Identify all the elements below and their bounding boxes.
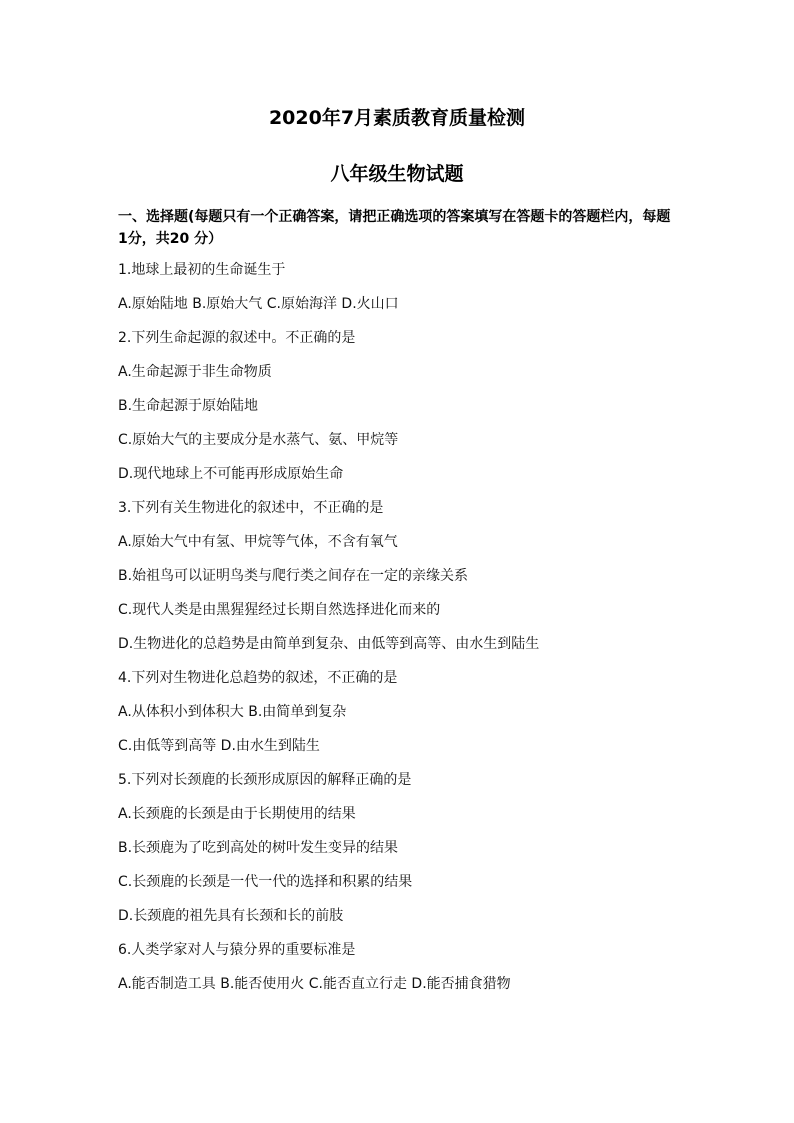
answer-option: A.长颈鹿的长颈是由于长期使用的结果 (118, 806, 356, 822)
answer-option: C.由低等到高等 D.由水生到陆生 (118, 738, 320, 754)
question-stem: 6.人类学家对人与猿分界的重要标准是 (118, 942, 356, 958)
answer-option: A.能否制造工具 B.能否使用火 C.能否直立行走 D.能否捕食猎物 (118, 976, 511, 992)
question-stem: 1.地球上最初的生命诞生于 (118, 262, 286, 278)
section-heading: 一、选择题(每题只有一个正确答案，请把正确选项的答案填写在答题卡的答题栏内，每题1分，共20 分） (118, 209, 671, 247)
answer-option: A.原始陆地 B.原始大气 C.原始海洋 D.火山口 (118, 296, 399, 312)
answer-option: D.生物进化的总趋势是由简单到复杂、由低等到高等、由水生到陆生 (118, 636, 540, 652)
answer-option: B.长颈鹿为了吃到高处的树叶发生变异的结果 (118, 840, 399, 856)
answer-option: C.现代人类是由黑猩猩经过长期自然选择进化而来的 (118, 602, 441, 618)
answer-option: C.长颈鹿的长颈是一代一代的选择和积累的结果 (118, 874, 413, 890)
question-stem: 4.下列对生物进化总趋势的叙述，不正确的是 (118, 670, 398, 686)
answer-option: A.生命起源于非生命物质 (118, 364, 272, 380)
question-stem: 3.下列有关生物进化的叙述中，不正确的是 (118, 500, 384, 516)
answer-option: A.原始大气中有氢、甲烷等气体，不含有氧气 (118, 534, 398, 550)
answer-option: B.始祖鸟可以证明鸟类与爬行类之间存在一定的亲缘关系 (118, 568, 469, 584)
answer-option: D.长颈鹿的祖先具有长颈和长的前肢 (118, 908, 344, 924)
answer-option: C.原始大气的主要成分是水蒸气、氨、甲烷等 (118, 432, 399, 448)
answer-option: A.从体积小到体积大 B.由简单到复杂 (118, 704, 347, 720)
answer-option: B.生命起源于原始陆地 (118, 398, 259, 414)
exam-subtitle: 八年级生物试题 (330, 163, 464, 185)
exam-title: 2020年7月素质教育质量检测 (268, 107, 526, 129)
question-list (118, 258, 718, 1006)
question-stem: 2.下列生命起源的叙述中。不正确的是 (118, 330, 356, 346)
question-stem: 5.下列对长颈鹿的长颈形成原因的解释正确的是 (118, 772, 412, 788)
answer-option: D.现代地球上不可能再形成原始生命 (118, 466, 344, 482)
